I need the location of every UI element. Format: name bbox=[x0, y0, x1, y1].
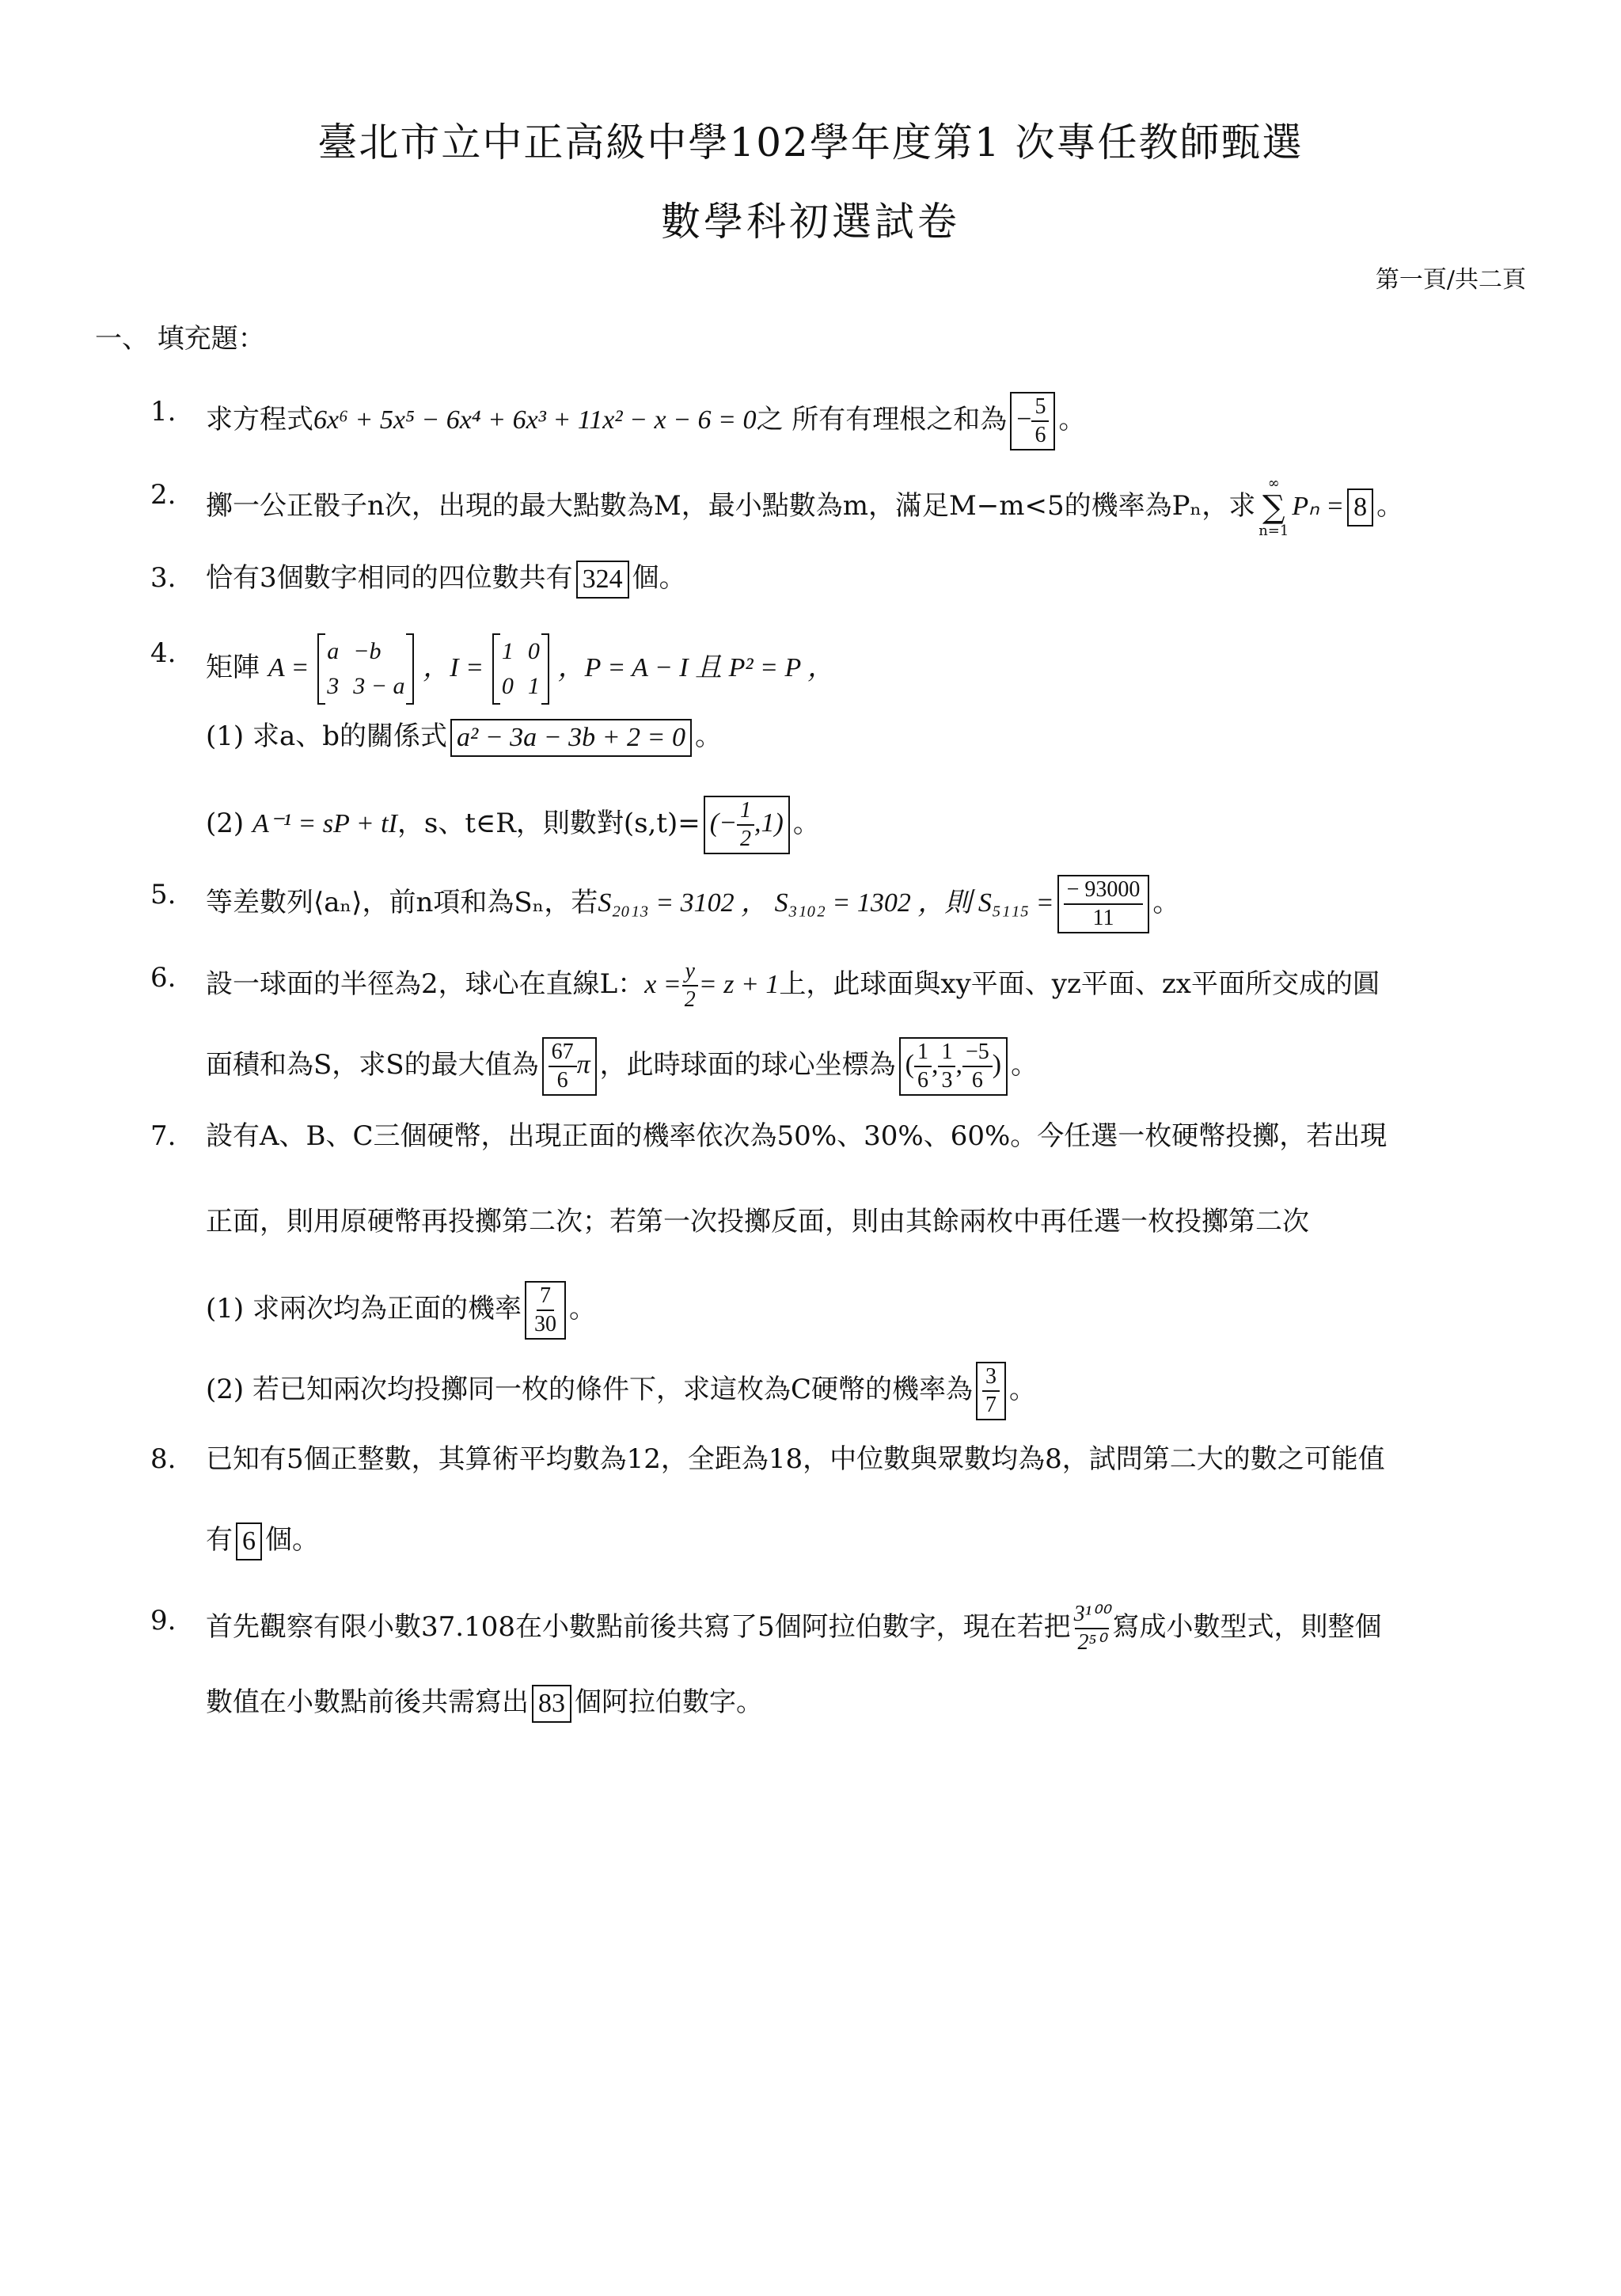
answer-fraction bbox=[1064, 876, 1144, 932]
answer-box: 83 bbox=[532, 1685, 571, 1723]
part-label: (2) bbox=[206, 1374, 245, 1405]
summation bbox=[1258, 475, 1289, 540]
fraction-denominator: 11 bbox=[1092, 906, 1114, 930]
question-number: 3. bbox=[150, 562, 177, 594]
fraction-numerator: 3 bbox=[982, 1363, 1000, 1392]
fraction-numerator: 1 bbox=[914, 1039, 932, 1067]
power-fraction bbox=[1071, 1601, 1113, 1656]
answer-box: a² − 3a − 3b + 2 = 0 bbox=[450, 719, 692, 757]
question-text: 求a、b的關係式 bbox=[252, 720, 448, 752]
matrix-a-label: A = bbox=[268, 653, 309, 682]
fraction-denominator: 6 bbox=[917, 1068, 928, 1093]
answer-box bbox=[525, 1281, 566, 1340]
answer-fraction bbox=[938, 1039, 955, 1094]
fraction-numerator: 7 bbox=[537, 1283, 554, 1311]
answer-box bbox=[542, 1037, 597, 1096]
matrix-cell: 0 bbox=[501, 673, 514, 699]
question-text: 求兩次均為正面的機率 bbox=[252, 1293, 522, 1325]
punctuation: 。 bbox=[695, 720, 722, 752]
matrix-i-label: ，I = bbox=[423, 653, 484, 682]
question-number: 6. bbox=[150, 962, 177, 994]
fraction-denominator: 6 bbox=[971, 1068, 983, 1093]
page-indicator: 第一頁/共二頁 bbox=[1375, 266, 1526, 294]
question-text: 擲一公正骰子n次，出現的最大點數為M，最小點數為m，滿足M−m<5的機率為Pₙ，求 bbox=[206, 490, 1256, 522]
answer-part: (− bbox=[709, 808, 738, 838]
punctuation: 。 bbox=[568, 1293, 596, 1325]
question-text: ，P = A − I 且 P² = P ， bbox=[557, 653, 835, 682]
answer-box: ( $\frac{1}{6}$ , $\frac{1}{3}$ , $\frac{-5}{6}$ ) bbox=[899, 1037, 1008, 1096]
answer-box bbox=[976, 1362, 1006, 1420]
question-text: 等差數列⟨aₙ⟩，前n項和為Sₙ，若 bbox=[206, 887, 598, 918]
question-text: 上，此球面與xy平面、yz平面、zx平面所交成的圓 bbox=[779, 968, 1380, 1000]
line-fraction bbox=[681, 958, 699, 1013]
sum-term: Pₙ = bbox=[1292, 492, 1345, 521]
answer-fraction bbox=[982, 1363, 1000, 1419]
question-text: 若已知兩次均投擲同一枚的條件下，求這枚為C硬幣的機率為 bbox=[252, 1374, 973, 1405]
question-number: 9. bbox=[150, 1605, 177, 1636]
question-text: 面積和為S，求S的最大值為 bbox=[206, 1049, 539, 1081]
equation: 6x⁶ + 5x⁵ − 6x⁴ + 6x³ + 11x² − x − 6 = 0 bbox=[313, 405, 757, 435]
question-text: 已知有5個正整數，其算術平均數為12，全距為18，中位數與眾數均為8，試問第二大的數之可能值 bbox=[206, 1443, 1385, 1475]
answer-box bbox=[704, 796, 790, 854]
fraction-denominator: 6 bbox=[556, 1068, 568, 1093]
question-text: ，此時球面的球心坐標為 bbox=[599, 1049, 896, 1081]
question-number: 2. bbox=[150, 479, 177, 511]
matrix-cell: −b bbox=[353, 638, 382, 664]
answer-fraction bbox=[1031, 393, 1049, 449]
question-text: 首先觀察有限小數37.108在小數點前後共寫了5個阿拉伯數字，現在若把 bbox=[206, 1611, 1071, 1643]
fraction-denominator: 2⁵⁰ bbox=[1075, 1628, 1109, 1656]
fraction-denominator: 30 bbox=[533, 1312, 556, 1336]
question-number: 5. bbox=[150, 879, 177, 910]
question-text: 求方程式 bbox=[206, 404, 313, 435]
fraction-numerator: 67 bbox=[549, 1039, 577, 1067]
exam-subtitle: 數學科初選試卷 bbox=[661, 199, 960, 245]
question-text: 恰有3個數字相同的四位數共有 bbox=[206, 562, 573, 594]
answer-fraction bbox=[531, 1283, 560, 1338]
fraction-numerator: 1 bbox=[737, 797, 754, 826]
punctuation: 。 bbox=[1058, 404, 1086, 435]
answer-box bbox=[1057, 875, 1150, 933]
punctuation: 。 bbox=[1011, 1049, 1038, 1081]
punctuation: 。 bbox=[1152, 887, 1180, 918]
question-text: 個阿拉伯數字。 bbox=[575, 1686, 763, 1718]
equation: x = bbox=[644, 970, 681, 999]
question-text: 之 所有有理根之和為 bbox=[756, 404, 1008, 435]
equation: = z + 1 bbox=[698, 970, 780, 999]
question-text: 正面，則用原硬幣再投擲第二次；若第一次投擲反面，則由其餘兩枚中再任選一枚投擲第二次 bbox=[206, 1206, 1309, 1237]
sigma-symbol: ∑ bbox=[1262, 489, 1285, 526]
matrix-i bbox=[492, 633, 549, 705]
fraction-denominator: 2 bbox=[740, 827, 752, 851]
part-label: (1) bbox=[206, 1293, 245, 1325]
fraction-denominator: 2 bbox=[684, 987, 696, 1012]
question-text: 寫成小數型式，則整個 bbox=[1112, 1611, 1382, 1643]
answer-sign: − bbox=[1016, 404, 1032, 434]
matrix-cell: 3 − a bbox=[353, 673, 405, 699]
fraction-numerator: − 93000 bbox=[1064, 876, 1144, 905]
answer-fraction bbox=[737, 797, 754, 853]
punctuation: 。 bbox=[792, 808, 820, 839]
part-label: (2) bbox=[206, 808, 245, 839]
part-label: (1) bbox=[206, 720, 245, 752]
fraction-denominator: 7 bbox=[985, 1393, 997, 1417]
question-text: 個。 bbox=[632, 562, 686, 594]
pi-symbol: π bbox=[576, 1049, 590, 1079]
answer-box: 6 bbox=[236, 1522, 262, 1560]
answer-box bbox=[1010, 392, 1055, 450]
question-number: 4. bbox=[150, 637, 177, 669]
matrix-cell: 1 bbox=[527, 673, 540, 699]
fraction-numerator: 1 bbox=[938, 1039, 955, 1067]
sum-upper-limit: ∞ bbox=[1267, 475, 1280, 492]
question-text: 個。 bbox=[265, 1524, 319, 1556]
fraction-numerator: 5 bbox=[1031, 393, 1049, 422]
fraction-numerator: 3¹⁰⁰ bbox=[1073, 1602, 1110, 1626]
question-text: 矩陣 bbox=[206, 652, 260, 683]
answer-part: ,1) bbox=[754, 808, 784, 838]
matrix-a bbox=[317, 633, 414, 705]
equation: A⁻¹ = sP + tI bbox=[252, 809, 397, 838]
condition: S₂₀₁₃ = 3102 ， S₃₁₀₂ = 1302 ，則 S₅₁₁₅ = bbox=[598, 888, 1054, 918]
section-heading: 一、 填充題： bbox=[95, 323, 265, 355]
question-number: 1. bbox=[150, 396, 177, 428]
question-text: ，s、t∈R，則數對(s,t)= bbox=[397, 808, 700, 839]
question-number: 7. bbox=[150, 1120, 177, 1152]
matrix-cell: 0 bbox=[527, 638, 540, 664]
question-text: 設一球面的半徑為2，球心在直線L： bbox=[206, 968, 645, 1000]
question-text: 數值在小數點前後共需寫出 bbox=[206, 1686, 529, 1718]
question-text: 有 bbox=[206, 1524, 233, 1556]
matrix-cell: 3 bbox=[327, 673, 340, 699]
matrix-cell: 1 bbox=[501, 638, 514, 664]
answer-fraction bbox=[914, 1039, 932, 1094]
fraction-denominator: 3 bbox=[941, 1068, 953, 1093]
punctuation: 。 bbox=[1376, 490, 1404, 522]
fraction-denominator: 6 bbox=[1034, 423, 1046, 447]
sum-lower-limit: n=1 bbox=[1258, 523, 1289, 539]
answer-fraction bbox=[549, 1039, 577, 1094]
question-text: 設有A、B、C三個硬幣，出現正面的機率依次為50%、30%、60%。今任選一枚硬幣投擲，若出現 bbox=[206, 1120, 1388, 1152]
matrix-cell: a bbox=[327, 638, 340, 664]
exam-title: 臺北市立中正高級中學102學年度第1 次專任教師甄選 bbox=[317, 120, 1304, 165]
fraction-numerator: y bbox=[682, 958, 698, 986]
question-number: 8. bbox=[150, 1443, 177, 1475]
answer-box: 8 bbox=[1347, 488, 1373, 526]
punctuation: 。 bbox=[1009, 1374, 1036, 1405]
fraction-numerator: −5 bbox=[962, 1039, 993, 1067]
answer-fraction bbox=[962, 1039, 993, 1094]
answer-box: 324 bbox=[576, 561, 629, 599]
